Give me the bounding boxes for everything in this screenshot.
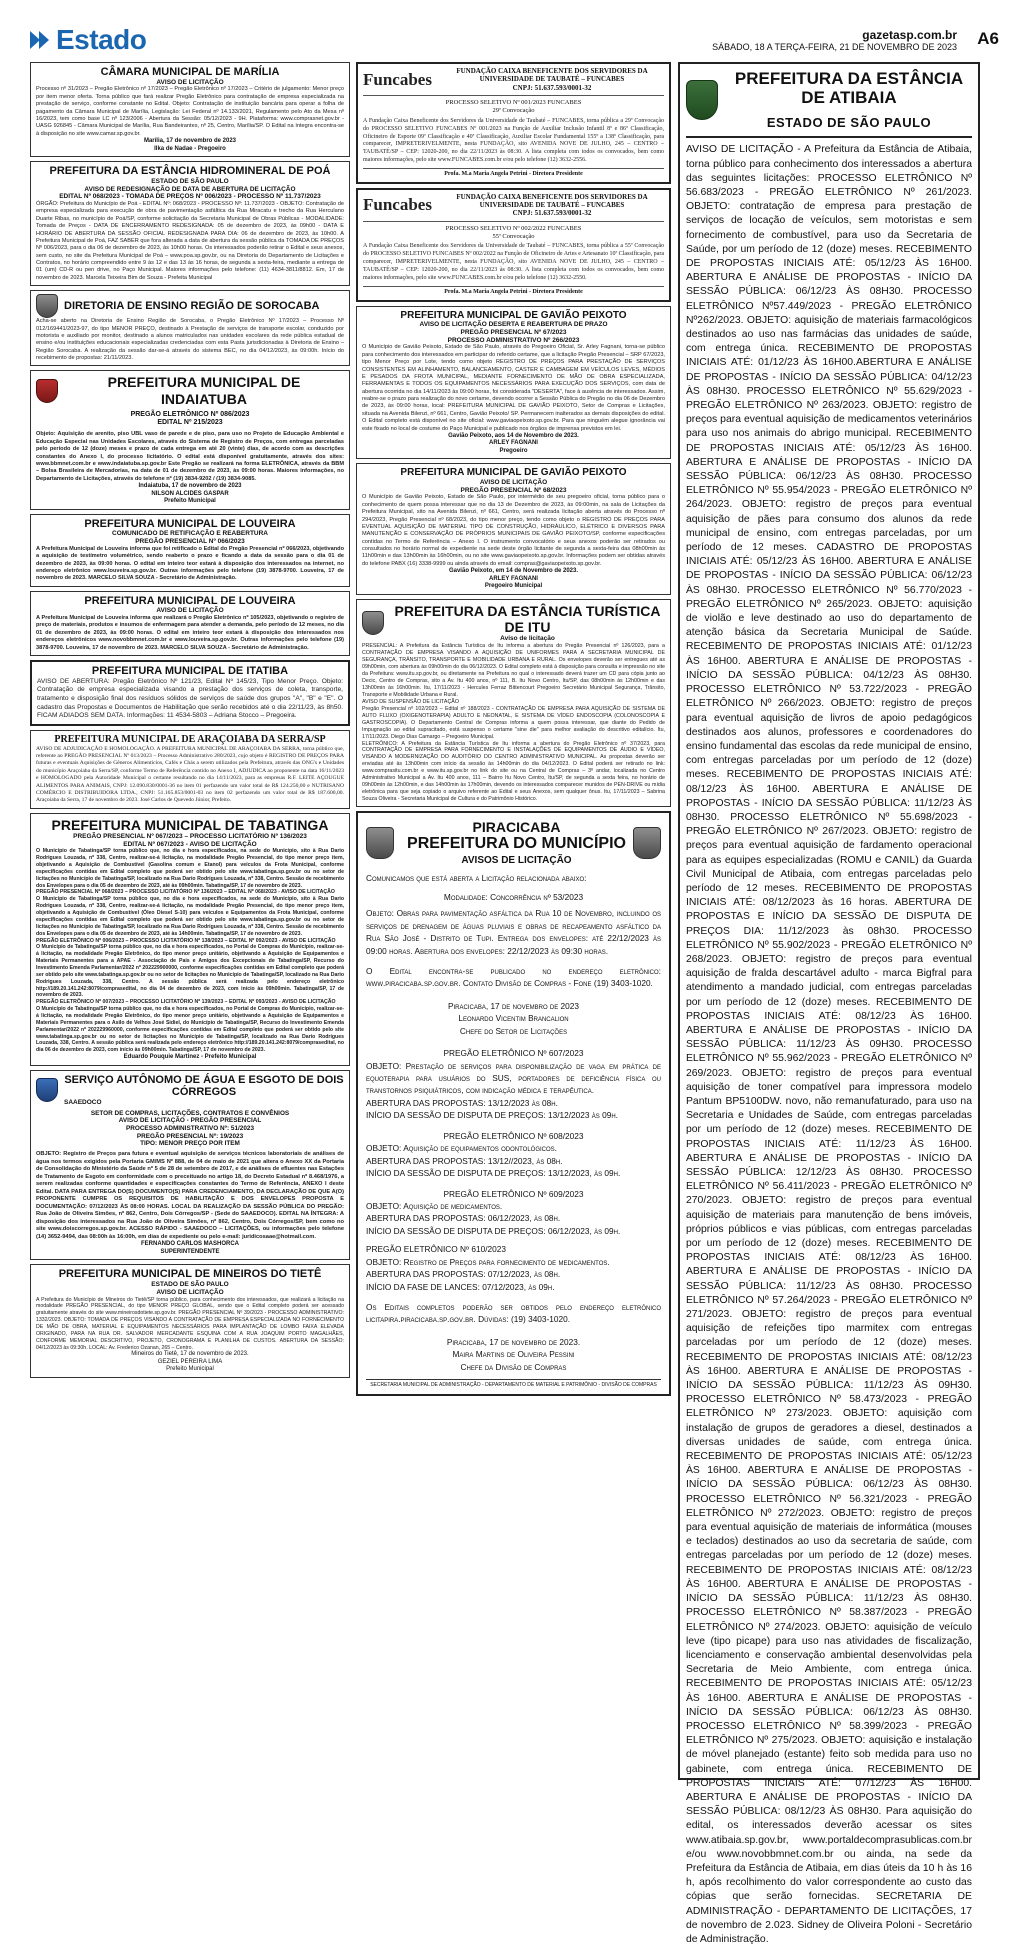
piracicaba-crest-left-icon bbox=[366, 827, 394, 859]
notice-title: PREFEITURA MUNICIPAL DE TABATINGA bbox=[51, 816, 329, 833]
notice-subtitle: PREGÃO PRESENCIAL Nº 067/2023 – PROCESSO LICITATÓRIO Nº 136/2023 EDITAL Nº 067/2023 - AVISO DE LICITAÇÃO bbox=[73, 832, 307, 848]
itu-crest-icon bbox=[362, 611, 384, 635]
notice-title: FUNDAÇÃO CAIXA BENEFICENTE DOS SERVIDORES DA UNIVERSIDADE DE TAUBATÉ – FUNCABES CNPJ: 51.637.593/0001-32 bbox=[456, 67, 648, 92]
notice-title: SERVIÇO AUTÔNOMO DE ÁGUA E ESGOTO DE DOIS CÓRREGOS bbox=[64, 1073, 344, 1099]
atibaia-state: ESTADO DE SÃO PAULO bbox=[766, 115, 932, 131]
notice-subtitle: PREGÃO ELETRÔNICO Nº 086/2023 EDITAL Nº 215/2023 bbox=[130, 410, 250, 427]
pe610-body: OBJETO: Registro de Preços para fornecimento de medicamentos. ABERTURA DAS PROPOSTAS: 07/12/2023, às 08h. INÍCIO DA FASE DE LANCES: 07/12/2023, às 09h. bbox=[366, 1256, 610, 1292]
notice-subtitle: SETOR DE COMPRAS, LICITAÇÕES, CONTRATOS E CONVÊNIOS AVISO DE LICITAÇÃO - PREGÃO PRESENCIAL PROCESSO ADMINISTRATIVO Nº: 51/2023 PREGÃO PRESENCIAL Nº: 19/2023 TIPO: MENOR PREÇO POR ITEM bbox=[90, 1109, 290, 1148]
notice-body: PRESENCIAL: A Prefeitura da Estância Turística de Itu informa a abertura do Pregão Presencial nº 126/2023, para a CONTRATAÇÃO DE EMPRESA VISANDO A AQUISIÇÃO DE UNIFORMES PARA A SECRETARIA MUNICIPAL DE SEGURANÇA, TRÂNSITO, TRANSPORTE E MOBILIDADE URBANA E RURAL. Os envelopes deverão ser entregues até as 09h00min, com abertura às 09h00min do dia 06/12/2023. O Edital completo está à disposição para consulta e impressão no site da Prefeitura: www.itu.sp.gov.br, ou diretamente na Prefeitura no qual o interessado deverá trazer um CD para cópia junto ao Decic, Centro de Compras, sito a Av. Itu 400 anos, nº 111, B. Itu Novo Centro, Itu/SP, das 08h00min às 12h00min e das 13h00min às 16h00min. Itu, 17/11/2023 - Hercules Ferraz Bittencourt Pregoeiro Secretário Municipal Segurança, Trânsito, Transporte e Mobilidade Urbana e Rural. AVISO DE SUSPENSÃO DE LICITAÇÃO Pregão Presencial nº 102/2023 – Edital nº 188/2023 - CONTRATAÇÃO DE EMPRESA PARA AQUISIÇÃO DE SISTEMA DE AUTO FLUXO (OXIGENOTERAPIA) ADULTO E NEONATAL, E SISTEMA DE VÍDEO ENDOSCOPIA (COLONOSCOPIA E GASTROSCOPIA). O Departamento Central de Compras informa a quem possa interessar, que diante do Pedido de Impugnação ao edital supracitado, está suspenso o certame "sine die" para melhor avaliação do descritivo editalício. Itu, 17/11/2023. Diego Dias Camargo – Pregoeiro Municipal. ELETRÔNICO: A Prefeitura da Estância Turística de Itu informa a abertura do Pregão Eletrônico nº 37/2023, para CONTRATAÇÃO DE EMPRESA PARA FORNECIMENTO E INSTALAÇÕES DE EQUIPAMENTOS DE ÁUDIO E VÍDEO, VISANDO A MODERNIZAÇÃO DO AUDITÓRIO DO CENTRO ADMINISTRATIVO MUNICIPAL. As propostas deverão ser enviadas até às 13h00min com início da sessão às 14h00min do dia 04/12/2023. O Edital poderá ser retirado no link: www.comprasitu.com.br e www.itu.sp.gov.br no link do site ou na Central de Compras – 3º andar, localizada no Centro Administrativo Municipal a Av. Itu 400 anos, 111 – Bairro Itu Novo Centro, Itu/SP, de segunda a sexta feira, no horário de 09h00min às 12h00min, e das 14h00min às 17h00min, devendo os interessados comparecer munidos de PEN-DRIVE ou mídia eletrônica para que seja copiado o arquivo referente ao Edital e seus Anexos, sem qualquer ônus. Itu, 17/11/2023 – Sabrina Souza Oliveira - Secretaria Municipal de Cultura e do Patrimônio Histórico. bbox=[362, 642, 665, 803]
notice-mineiros bbox=[30, 1264, 350, 1378]
notice-signature: Indaiatuba, 17 de novembro de 2023 NILSON ALCIDES GASPAR Prefeito Municipal bbox=[138, 483, 242, 505]
notice-signature: Gavião Peixoto, aos 14 de Novembro de 2023. ARLEY FAGNANI Pregoeiro bbox=[448, 432, 579, 454]
notice-tabatinga bbox=[30, 813, 350, 1066]
page-number: A6 bbox=[977, 29, 999, 48]
piracicaba-object: Objeto: Obras para pavimentação asfáltica da Rua 10 de Novembro, incluindo os serviços de drenagem de águas pluviais e obras de recapeamento asfáltico da Rua São José - Distrito de Tupi. Entrega dos envelopes: até 22/12/2023 às 09:00 horas. Abertura dos envelopes: 22/12/2023 às 09:30 horas. bbox=[366, 908, 661, 956]
notice-subtitle: ESTADO DE SÃO PAULO AVISO DE REDESIGNAÇÃO DE DATA DE ABERTURA DE LICITAÇÃO EDITAL Nº 068/2023 - TOMADA DE PREÇOS Nº 006/2023 - PROCESSO Nº 11.737/2023 bbox=[59, 177, 321, 201]
notice-title: CÂMARA MUNICIPAL DE MARÍLIA bbox=[100, 66, 280, 78]
notice-body: O Município de Gavião Peixoto, Estado de São Paulo, por intermédio de seu pregoeiro oficial, torna público para o conhecimento de quem possa interessar que no dia 13 de Dezembro de 2023, às 09:00min, na sala de Licitações da Prefeitura Municipal, sito na Avenida Bilenzi, nº 661, Centro, será realizada licitação aberta através do Processo nº 294/2023, Pregão Presencial nº 68/2023, do tipo menor preço, tendo como objeto o REGISTRO DE PREÇOS PARA EVENTUAL AQUISIÇÃO DE MATERIAL TIPO DE CONSTRUÇÃO, HIDRÁULICO, ELÉTRICO E DIVERSOS PARA MANUTENÇÃO E CONSERVAÇÃO DE PRÓPRIOS MUNICIPAIS DE GAVIÃO PEIXOTO/SP, conforme especificações contidas no Termo de Referência – Anexo I. O instrumento convocatório e seus anexos poderão ser retirados ou consultados no horário normal de expediente na sede deste órgão licitante de segunda a sexta-feira das 08h00min às 11h00min e das 13h00min às 16h00min, ou no site www.gaviaopeixoto.sp.gov.br. Informações podem ser obtidas através do telefone PABX (16) 3338-9999 ou ainda através do email: compras@gaviaopeixoto.sp.gov.br. bbox=[362, 494, 665, 567]
notice-funcabes-1 bbox=[356, 62, 671, 184]
column-2 bbox=[356, 62, 671, 1396]
notice-body: AVISO DE ABERTURA: Pregão Eletrônico Nº 121/23, Edital Nº 145/23, Tipo Menor Preço. Objeto: Contratação de empresa especializada visando a prestação dos serviços de coleta, transporte, tratamento e disposição final dos resíduos sólidos de serviços de saúde dos grupos "A", "B" e "E". O cadastro das Propostas e Documentos de Habilitação que serão recebidos até o dia 22/11/23, às 8h50. FICAM ADIADOS SEM DATA. Informações: 11 4534-5803 – Adriana Stocco – Pregoeira. bbox=[37, 677, 343, 720]
notice-subtitle: AVISO DE LICITAÇÃO bbox=[156, 78, 224, 86]
notice-signature: Marília, 17 de novembro de 2023 Ilka de Nadae - Pregoeiro bbox=[143, 138, 237, 152]
notice-title: PREFEITURA MUNICIPAL DE LOUVEIRA bbox=[84, 594, 296, 607]
notice-body: A Prefeitura Municipal de Louveira informa que realizará o Pregão Eletrônico nº 105/2023, objetivando o registro de preço de materiais, produtos e insumos de enfermagem para atender a demanda, pelo período de 12 meses, no dia 01 de dezembro de 2023, às 09:00 horas. O edital em inteiro teor estará à disposição dos interessados nos endereços eletrônicos www.novobbmnet.com.br e www.louveira.sp.gov.br. Outras informações pelo telefone (19) 3878-9700. Louveira, 17 de novembro de 2023. MARCELO SILVA SOUZA - Secretário de Administração. bbox=[36, 615, 344, 651]
notice-logo-text: SAAEDOCO bbox=[64, 1098, 102, 1106]
piracicaba-modality: Modalidade: Concorrência nº 53/2023 bbox=[443, 891, 584, 902]
notice-title: PREFEITURA MUNICIPAL DE INDAIATUBA bbox=[107, 374, 301, 407]
notice-louveira-1 bbox=[30, 514, 350, 587]
piracicaba-subtitle: AVISOS DE LICITAÇÃO bbox=[461, 855, 572, 867]
piracicaba-signature-2: Piracicaba, 17 de novembro de 2023. Maira Martins de Oliveira Pessini Chefe da Divisão de Compras bbox=[446, 1336, 581, 1372]
notice-itu bbox=[356, 599, 671, 808]
notice-subtitle: Aviso de licitação bbox=[500, 634, 555, 642]
column-3 bbox=[678, 62, 980, 1945]
notice-indaiatuba bbox=[30, 370, 350, 509]
notice-itatiba bbox=[30, 660, 350, 726]
piracicaba-signature-1: Piracicaba, 17 de novembro de 2023 Leonardo Vicentim Brancalion Chefe do Setor de Licitações bbox=[447, 1000, 580, 1036]
piracicaba-edital: O Edital encontra-se publicado no endereço eletrônico: www.piracicaba.sp.gov.br. Contato Divisão de Compras - Fone (19) 3403-1020. bbox=[366, 965, 661, 989]
pe608-body: OBJETO: Aquisição de equipamentos odontológicos. ABERTURA DAS PROPOSTAS: 13/12//2023, às 08h. INÍCIO DA SESSÃO DE DISPUTA DE PREÇOS: 13/12/2023, às 09h. bbox=[366, 1143, 621, 1179]
notice-title: PREFEITURA MUNICIPAL DE GAVIÃO PEIXOTO bbox=[400, 309, 627, 321]
notice-subtitle: PROCESSO SELETIVO Nº 001/2023 FUNCABES 29ª Convocação bbox=[445, 99, 582, 114]
notice-body: O Município de Tabatinga/SP torna público que, no dia e hora especificados, na sede do Município, sito à Rua Dario Rodrigues Louzada, nº 338, Centro, realizar-se-á licitação, na modalidade Pregão Presencial, do tipo menor preço item, objetivando a Aquisição de Combustível (Gasolina comum e Etanol) para veículos da Frota Municipal, conforme especificações contidas em Edital completo que poderá ser obtido pelo site www.tabatinga.sp.gov.br ou no setor de licitações no Município de Tabatinga/SP, localizado na Rua Dario Rodrigues Louzada, nº 338, Centro. Sessão de recebimento dos Envelopes para o dia 05 de dezembro de 2023, até às 09h00min. Tabatinga/SP, 17 de novembro de 2023. PREGÃO PRESENCIAL Nº 068/2023 – PROCESSO LICITATÓRIO Nº 136/2023 – EDITAL Nº 068/2023 - AVISO DE LICITAÇÃO O Município de Tabatinga/SP torna público que, no dia e hora especificados, na sede do Município, sito à Rua Dario Rodrigues Louzada, nº 338, Centro, realizar-se-á licitação, na modalidade Pregão Presencial, do tipo menor preço item, objetivando a Aquisição de Combustível (Óleo Diesel S-10) para veículos e Equipamentos da Frota Municipal, conforme especificações contidas em Edital completo que poderá ser obtido pelo site www.tabatinga.sp.gov.br ou no setor de licitações no Município de Tabatinga/SP, localizado na Rua Dario Rodrigues Louzada, nº 338, Centro. Sessão de recebimento dos Envelopes para o dia 05 de dezembro de 2023, até às 14h00min. Tabatinga/SP, 17 de novembro de 2023. PREGÃO ELETRÔNICO Nº 006/2023 – PROCESSO LICITATÓRIO Nº 138/2023 – EDITAL Nº 092/2023 - AVISO DE LICITAÇÃO O Município de Tabatinga/SP torna público que, no dia e hora especificados, no Portal de Compras do Município, realizar-se-á licitação, na modalidade Pregão Eletrônico, do tipo menor preço unitário, objetivando a Aquisição de Equipamentos e Materiais Permanentes para a APAE - Associação de Pais e Amigos dos Excepcionais de Tabatinga/SP, Recurso do Investimento Emenda Parlamentar/2022 nº 202229900000, conforme especificações contidas em Edital completo que poderá ser obtido pelo site www.tabatinga.sp.gov.br ou no setor de licitações no Município de Tabatinga/SP, localizado na Rua Dario Rodrigues Louzada, 338, Centro. A sessão pública será realizada pelo endereço eletrônico http://189.20.141.242:8079/comprasedital, no dia 04 de dezembro de 2023, com início às 09h00min. Tabatinga/SP, 17 de novembro de 2023. PREGÃO ELETRÔNICO Nº 007/2023 – PROCESSO LICITATÓRIO Nº 139/2023 – EDITAL Nº 093/2023 - AVISO DE LICITAÇÃO O Município de Tabatinga/SP torna público que, no dia e hora especificados, no Portal de Compras do Município, realizar-se-á licitação, na modalidade Pregão Eletrônico, do tipo menor preço unitário, objetivando a Aquisição de Equipamentos e Materiais Permanentes para o Asilo de Velhos José Sidiel, do Município de Tabatinga/SP, Recurso do Investimento Emenda Parlamentar/2022 nº 202229960000, conforme especificações contidas em Edital completo que poderá ser obtido pelo site www.tabatinga.sp.gov.br ou no setor de licitações no Município de Tabatinga/SP, localizado na Rua Dario Rodrigues Louzada, 338, Centro. A sessão pública será realizada pelo endereço eletrônico http://189.20.141.242:8079/comprasedital, no dia 06 de dezembro de 2023, com início às 09h00min. Tabatinga/SP, 17 de novembro de 2023. bbox=[36, 848, 344, 1054]
notice-aracoiaba bbox=[30, 730, 350, 809]
notice-marilia bbox=[30, 62, 350, 157]
notice-subtitle: PROCESSO SELETIVO Nº 002/2022 FUNCABES 55ª Convocação bbox=[445, 224, 582, 240]
notice-body: A Prefeitura do Município de Mineiros do Tietê/SP torna público, para conhecimento dos interessados, que realizará a licitação na modalidade PREGÃO PRESENCIAL, do tipo MENOR PREÇO GLOBAL, sendo que o Edital completo poderá ser acessado gratuitamente através do site www.mineirosdotiete.sp.gov.br. PREGÃO PRESENCIAL Nº 39/2023 - PROCESSO ADMINISTRATIVO: 1332/2023. OBJETO: TOMADA DE PREÇOS VISANDO A CONTRATAÇÃO DE EMPRESA ESPECIALIZADA NO FORNECIMENTO DE MÃO DE OBRA, MATERIAL E EQUIPAMENTOS NECESSÁRIOS PARA IMPLANTAÇÃO DE LOMBO FAIXA ELEVADA ORIGINADO, PARA NA RUA DR. SALVADOR MERCADANTE ESQUINA COM A RUA JOAQUIM PORTO MAGALHÃES, CONFORME MEMORIAL DESCRITIVO, PROJETO, CRONOGRAMA E PLANILHA DE CUSTOS. ABERTURA DA SESSÃO: 04/12/2023 às 09:30h. LOCAL: Av. Frederico Ozanan, 265 – Centro. bbox=[36, 1296, 344, 1351]
piracicaba-editais: Os Editais completos poderão ser obtidos pelo endereço eletrônico licitapira.piracicaba.sp.gov.br. Dúvidas: (19) 3403-1020. bbox=[366, 1302, 661, 1325]
funcabes-logo: Funcabes bbox=[363, 195, 432, 215]
piracicaba-footer: SECRETARIA MUNICIPAL DE ADMINISTRAÇÃO - DEPARTAMENTO DE MATERIAL E PATRIMÔNIO - DIVISÃO DE COMPRAS bbox=[366, 1379, 661, 1388]
notice-body: Acha-se aberto na Diretoria de Ensino Região de Sorocaba, o Pregão Eletrônico Nº 17/2023 – Processo Nº 012/169441/2023-97, do tipo MENOR PREÇO, destinado à Prestação de serviços de transporte escolar, conduzido por motorista e auxiliado por monitor, destinado a alunos matriculados nas unidades escolares da rede pública estadual de ensino e/ou instituições educacionais especializadas credenciadas com esta Pasta jurisdicionadas à Diretoria de Ensino – Região Sorocaba. A realização da sessão dar-se-á através do sistema BEC, no dia 04/12/2023, às 09:00h. Início do recebimento de propostas: 21/11/2023. bbox=[36, 318, 344, 362]
notice-saaedoco bbox=[30, 1070, 350, 1261]
sp-state-crest-icon bbox=[36, 294, 58, 318]
notice-body: A Fundação Caixa Beneficente dos Servidores da Universidade de Taubaté – FUNCABES, torna pública a 55ª Convocação do PROCESSO SELETIVO FUNCABES Nº 002/2022 na Função de Oficineiro de Artes e Artesanato 10ª Classificação, para comparecer, IMPRETERIVELMENTE, nesta FUNDAÇÃO, sito AVENIDA NOVE DE JULHO, 245 – CENTRO – TAUBATÉ/SP – CEP: 12020-200, no dia 22/11/2023 às 08:30. A lista completa com todos os convocados, bem como maiores informações, pelo site www.FUNCABES.com.br e/ou pelo telefone (12) 3632-2550. bbox=[363, 243, 664, 282]
notice-signature: Profa. M.a Maria Angela Petrini - Diretora Presidente bbox=[363, 286, 664, 297]
column-1 bbox=[30, 62, 350, 1382]
notice-title: PREFEITURA MUNICIPAL DE LOUVEIRA bbox=[84, 517, 296, 530]
notice-title: PREFEITURA MUNICIPAL DE MINEIROS DO TIETÊ bbox=[58, 1268, 322, 1281]
notice-atibaia bbox=[678, 62, 980, 1945]
notice-title: PREFEITURA DA ESTÂNCIA HIDROMINERAL DE POÁ bbox=[49, 165, 331, 178]
notice-title: PREFEITURA MUNICIPAL DE ITATIBA bbox=[91, 664, 289, 677]
notice-signature: Eduardo Pouquie Martinez - Prefeito Municipal bbox=[123, 1054, 257, 1061]
piracicaba-title: PREFEITURA DO MUNICÍPIO bbox=[407, 835, 626, 853]
notice-signature: Profa. M.a Maria Angela Petrini - Diretora Presidente bbox=[363, 168, 664, 179]
notice-subtitle: COMUNICADO DE RETIFICAÇÃO E REABERTURA PREGÃO PRESENCIAL Nº 066/2023 bbox=[112, 530, 268, 545]
notice-piracicaba bbox=[356, 811, 671, 1396]
atibaia-title: PREFEITURA DA ESTÂNCIA DE ATIBAIA bbox=[734, 69, 964, 107]
notice-sorocaba bbox=[30, 290, 350, 366]
notice-body: A Prefeitura Municipal de Louveira informa que foi retificado o Edital do Pregão Presencial nº 066/2023, objetivando a aquisição de testímetro volumétrico, sendo reaberto o prazo e ficando a data da sessão para o dia 01 de dezembro de 2023, às 09:00 horas. O edital em inteiro teor estará à disposição dos interessados na internet, no endereço eletrônico www.louveira.sp.gov.br. Outras informações pelo telefone (19) 3878-9700. Louveira, 17 de novembro de 2023. MARCELO SILVA SOUZA - Secretário de Administração. bbox=[36, 545, 344, 582]
notice-louveira-2 bbox=[30, 591, 350, 656]
notice-signature: Gavião Peixoto, em 14 de Novembro de 2023. ARLEY FAGNANI Pregoeiro Municipal bbox=[448, 568, 579, 590]
notice-body: O Município de Gavião Peixoto, Estado de São Paulo, através do Pregoeiro Oficial, Sr. Arley Fagnani, torna-se público para conhecimento dos interessados em participar do referido certame, que a licitação Pregão Presencial – SRP 67/2023, tipo Menor Preço por Lote, tendo como objeto REGISTRO DE PREÇOS PARA PRESTAÇÃO DE SERVIÇOS CONSISTENTES EM ALINHAMENTO, BALANCEAMENTO, CASTER E CAMBAGEM EM VEÍCULOS LEVES, MÉDIOS E PESADOS DA FROTA MUNICIPAL, MEDIANTE FORNECIMENTO DE MÃO DE OBRA ESPECIALIZADA, FERRAMENTAS E TODOS OS EQUIPAMENTOS NECESSÁRIOS PARA EXECUÇÃO DOS SERVIÇOS, com data de abertura ocorrida no dia 14/11/2023 às 09:00 horas, foi considerada "DESERTA", face à ausência de interessados. Assim, reabre-se o prazo para realização do novo certame, devendo ocorrer a Sessão Pública do Pregão no dia 06 de Dezembro de 2023, às 09:00 horas, local: PREFEITURA MUNICIPAL DE GAVIÃO PEIXOTO, Setor de Compras e Licitações, situada na Avenida Bilenzi, nº 661, Centro, Gavião Peixoto/ SP. Permanecem inalterados as demais disposições do edital. O Edital completo está disponível no site oficial: www.gaviaopeixoto.sp.gov.br. Para que ninguém alegue ignorância vai este fixado no local de costume do Paço Municipal e publicado nos órgãos de imprensa previstos em lei. bbox=[362, 344, 665, 432]
notice-body: Processo nº 31/2023 – Pregão Eletrônico nº 17/2023 – Pregão Eletrônico nº 17/2023 – Critério de julgamento: Menor preço por item menor oferta. Torna público que fará realizar Pregão Eletrônico para contratação de empresa especializada na prestação de serviço, conforme constante no Edital. Objeto: Contratação de instituição bancária para operar a folha de pagamento da Câmara Municipal de Marília, Legislação: Lei Federal nº 14.133/2021, Regulamento pelo Ato da Mesa nº 16/2023, tem como base LC nº 123/2006 - Abertura da Sessão: 05/12/2023 - 9H. Plataforma: www.comprasnet.gov.br - UASG 926845 - Câmara Municipal de Marília, Rua Bandeirantes, nº 25, Centro, Marília/SP. O Edital na íntegra encontra-se à disposição no site www.camar.sp.gov.br. bbox=[36, 86, 344, 137]
notice-subtitle: ESTADO DE SÃO PAULO AVISO DE LICITAÇÃO bbox=[151, 1280, 229, 1296]
saaedoco-logo-icon bbox=[36, 1078, 58, 1102]
piracicaba-intro: Comunicamos que está aberta a Licitação relacionada abaixo: bbox=[366, 873, 587, 884]
notice-gaviao-2 bbox=[356, 463, 671, 594]
notice-body: Objeto: Aquisição de arenito, piso UBL vaso de parede e de piso, para uso no Projeto de Educação Ambiental e Educação Especial nas Unidades Escolares, através do Sistema de Registro de Preços, com entregas parceladas pelo período de 12 (doze) meses e prazo de cada entrega em até 20 (vinte) dias, de acordo com as descrições constantes do Anexo I, do processo licitatório. O edital está disponível gratuitamente, através dos sites: www.bbmnet.com.br e www.indaiatuba.sp.gov.br Este Pregão se realizará na forma ELETRÔNICA, através da BBM – Bolsa Brasileira de Mercadorias, na data de 01 de dezembro de 2023, às 09:00 horas. Maiores informações, no Departamento de Licitações, através do telefone nº (19) 3834-9202 / (19) 3834-9085. bbox=[36, 431, 344, 482]
notice-signature: FERNANDO CARLOS MASHORCA SUPERINTENDENTE bbox=[141, 1241, 239, 1255]
notice-body: A Fundação Caixa Beneficente dos Servidores da Universidade de Taubaté – FUNCABES, torna pública a 29ª Convocação do PROCESSO SELETIVO FUNCABES Nº 001/2023 na Função de Auxiliar Inclusão Infantil 8º e 86º Classificação, Oficineiro de Esporte 09ª Classificação e 40ª Classificação, Auxiliar Escolar Fundamental 155º a 138º Classificação, para comparecer, IMPRETERIVELMENTE, nesta FUNDAÇÃO, sito AVENIDA NOVE DE JULHO, 245 – CENTRO – TAUBATÉ/SP – CEP: 12020-200, no dia 22/11/2023 às 08:30. A lista completa com todos os convocados, bem como maiores informações, pelo site www.FUNCABES.com.br e/ou pelo telefone (12) 3632-2556. bbox=[363, 117, 664, 164]
notice-poa bbox=[30, 161, 350, 286]
indaiatuba-crest-icon bbox=[36, 379, 58, 403]
piracicaba-city: PIRACICABA bbox=[472, 819, 561, 836]
atibaia-body: AVISO DE LICITAÇÃO - A Prefeitura da Estância de Atibaia, torna público para conhecimento dos interessados a abertura das seguintes licitações: PROCESSO ELETRÔNICO Nº 56.683/2023 - PREGÃO ELETRÔNICO Nº 261/2023. OBJETO: contratação de empresa para prestação de serviços de locação de veículos, sem motoristas e sem fornecimento de combustível, para uso da Secretaria de Saúde, por um período de 12 (doze) meses. RECEBIMENTO DE PROPOSTAS INICIAIS ATÉ: 05/12/23 ÀS 16H00. ABERTURA E ANÁLISE DE PROPOSTAS - INÍCIO DA SESSÃO PÚBLICA: 06/12/23 ÀS 08H30. PROCESSO ELETRÔNICO Nº57.449/2023 - PREGÃO ELETRÔNICO Nº262/2023. OBJETO: aquisição de materiais farmacológicos destinados ao uso nas farmácias das unidades de saúde, com entrega única. RECEBIMENTO DE PROPOSTAS INICIAIS ATÉ: 01/12/23 ÀS 16H00.ABERTURA E ANÁLISE DE PROPOSTAS - INÍCIO DA SESSÃO PÚBLICA: 04/12/23 ÀS 08H30. PROCESSO ELETRÔNICO Nº 55.629/2023 - PREGÃO ELETRÔNICO Nº 263/2023. OBJETO: registro de preços para eventual aquisição de medicamentos veterinários para uso nos animais do abrigo municipal. RECEBIMENTO DE PROPOSTAS INICIAIS ATÉ: 05/12/23 ÀS 16H00. ABERTURA E ANÁLISE DE PROPOSTAS - INÍCIO DA SESSÃO PÚBLICA: 06/12/23 ÀS 08H30. PROCESSO ELETRÔNICO Nº 55.954/2023 - PREGÃO ELETRÔNICO Nº 264/2023. OBJETO: registro de preços para eventual aquisição de pães para consumo dos alunos da rede municipal de ensino, com entregas parceladas, por um período de 12 meses. CADASTRO DE PROPOSTAS INICIAIS ATÉ: 05/12/23 ÀS 16H00. ABERTURA E ANÁLISE DE PROPOSTAS - INÍCIO DA SESSÃO PÚBLICA: 06/12/23 ÀS 08H30. PROCESSO ELETRÔNICO Nº 56.770/2023 - PREGÃO ELETRÔNICO Nº 265/2023. OBJETO: aquisição de violão e leve destinado ao uso do departamento de atenção básica da Secretaria Municipal de Saúde. RECEBIMENTO DE PROPOSTAS INICIAIS ATÉ: 01/12/23 ÀS 16H00. ABERTURA E ANÁLISE DE PROPOSTAS - INÍCIO DA SESSÃO PÚBLICA: 04/12/23 ÀS 08H30. PROCESSO ELETRÔNICO Nº 53.722/2023 - PREGÃO ELETRÔNICO Nº 266/2023. OBJETO: registro de preços para eventual aquisição de livros de apoio pedagógicos destinados aos alunos, professores e coordenadores do ensino fundamental das escolas da rede municipal de ensino, com entregas parceladas por um período de 12 (doze) meses. RECEBIMENTO DE PROPOSTAS INICIAIS ATÉ: 08/12/23 ÀS 16H00. ABERTURA E ANÁLISE DE PROPOSTAS - INÍCIO DA SESSÃO PÚBLICA: 11/12/23 ÀS 08H30. PROCESSO ELETRÔNICO Nº 55.698/2023 - PREGÃO ELETRÔNICO Nº 267/2023. OBJETO: registro de preços para eventual aquisição de fardamento operacional para as equipes especializadas (ROMU e CANIL) da Guarda Civil Municipal de Atibaia, com entregas parceladas pelo período de 12 meses. RECEBIMENTO DE PROPOSTAS INICIAIS ATÉ: 08/12/2023 às 16 horas. ABERTURA DE PROPOSTAS E INÍCIO DA SESSÃO DE DISPUTA DE PREÇOS DIA: 11/12/2023 às 08h30. PROCESSO ELETRÔNICO Nº 55.902/2023 - PREGÃO ELETRÔNICO Nº 268/2023. OBJETO: registro de preços para eventual aquisição de fralda descartável adulto - marca Bigfral para atendimento a mandado judicial, com entregas parceladas por um período de 12 (doze) meses. RECEBIMENTO DE PROPOSTAS INICIAIS ATÉ: 08/12/23 ÀS 16H00. ABERTURA E ANÁLISE DE PROPOSTAS - INÍCIO DA SESSÃO PÚBLICA: 11/12/23 ÀS 09H30. PROCESSO ELETRÔNICO Nº 55.962/2023 - PREGÃO ELETRÔNICO Nº 269/2023. OBJETO: registro de preços para eventual aquisição de toner compatível para impressora modelo Pantum BP5100DW. novo, não remanufaturado, para uso na Secretaria e Unidades de Saúde, com entregas parceladas por um período de 12 (doze) meses. RECEBIMENTO DE PROPOSTAS INICIAIS ATÉ: 11/12/23 ÀS 16H00. ABERTURA E ANÁLISE DE PROPOSTAS - INÍCIO DA SESSÃO PÚBLICA: 12/12/23 ÀS 08H30. PROCESSO ELETRÔNICO Nº 56.411/2023 - PREGÃO ELETRÔNICO Nº 270/2023. OBJETO: registro de preços para eventual aquisição de materiais para manutenção de bens imóveis, próprios públicos e vias públicas, com entregas parceladas por um período de 12 (doze) meses. RECEBIMENTO DE PROPOSTAS INICIAIS ATÉ: 08/12/23 ÀS 16H00. ABERTURA E ANÁLISE DE PROPOSTAS - INÍCIO DA SESSÃO PÚBLICA: 11/12/23 ÀS 08H30. PROCESSO ELETRÔNICO Nº 57.264/2023 - PREGÃO ELETRÔNICO Nº 271/2023. OBJETO: registro de preços para eventual aquisição de refeições tipo marmitex com entregas parceladas por um período de 12 (doze) meses. RECEBIMENTO DE PROPOSTAS INICIAIS ATÉ: 08/12/23 ÀS 16H00. ABERTURA E ANÁLISE DE PROPOSTAS - INÍCIO DA SESSÃO PÚBLICA: 11/12/23 ÀS 09H30. PROCESSO ELETRÔNICO Nº 58.473/2023 - PREGÃO ELETRÔNICO Nº 273/2023. OBJETO: aquisição com instalação de grupos de geradores a diesel, destinados a diversas unidades de saúde, com entrega única. RECEBIMENTO DE PROPOSTAS INICIAIS ATÉ: 05/12/23 ÀS 16H00. ABERTURA E ANÁLISE DE PROPOSTAS - INÍCIO DA SESSÃO PÚBLICA: 06/12/23 ÀS 08H30. PROCESSO ELETRÔNICO Nº 56.321/2023 - PREGÃO ELETRÔNICO Nº 272/2023. OBJETO: registro de preços para eventual aquisição de materiais de informática (mouses e teclados) destinados ao uso da secretaria de saúde, com entregas parceladas por um período de 12 (doze) meses. RECEBIMENTO DE PROPOSTAS INICIAIS ATÉ: 08/12/23 ÀS 16H00. ABERTURA E ANÁLISE DE PROPOSTAS - INÍCIO DA SESSÃO PÚBLICA: 11/12/23 ÀS 08H30. PROCESSO ELETRÔNICO Nº 58.387/2023 - PREGÃO ELETRÔNICO Nº 274/2023. OBJETO: aquisição de veículo leve (tipo picape) para uso nas atividades de fiscalização, licenciamento e conservação ambiental desenvolvidas pela Secretaria de Meio Ambiente, com entrega única. RECEBIMENTO DE PROPOSTAS INICIAIS ATÉ: 05/12/23 ÀS 16H00. ABERTURA E ANÁLISE DE PROPOSTAS - INÍCIO DA SESSÃO PÚBLICA: 06/12/23 ÀS 08H30. PROCESSO ELETRÔNICO Nº 58.399/2023 - PREGÃO ELETRÔNICO Nº 275/2023. OBJETO: aquisição e instalação de móvel planejado (estante) feito sob medida para uso no gabinete, com entrega única. RECEBIMENTO DE PROPOSTAS INICIAIS ATÉ: 07/12/23 ÀS 16H00. ABERTURA E ANÁLISE DE PROPOSTAS - INÍCIO DA SESSÃO PÚBLICA: 08/12/23 ÀS 08H30. Para aquisição do edital, os interessados deverão acessar os sites www.atibaia.sp.gov.br, www.portaldecomprasublicas.com.br e/ou www.novobbmnet.com.br ou ainda, na sede da Prefeitura da Estância de Atibaia, em dias úteis da 10 h às 16 h, após recolhimento do valor correspondente ao custo das cópias que serão fornecidas. SECRETARIA DE ADMINISTRAÇÃO - DEPARTAMENTO DE LICITAÇÕES, 17 de novembro de 2.023. Sidney de Oliveira Poloni - Secretário de Administração. bbox=[686, 144, 972, 1945]
brand-name: Estado bbox=[56, 24, 147, 55]
pe610-title: PREGÃO ELETRÔNICO Nº 610/2023 bbox=[366, 1244, 506, 1255]
notice-title: FUNDAÇÃO CAIXA BENEFICENTE DOS SERVIDORES DA UNIVERSIDADE DE TAUBATÉ – FUNCABES CNPJ: 51.637.593/0001-32 bbox=[456, 192, 648, 218]
brand-logo bbox=[30, 26, 146, 54]
pe607-body: OBJETO: Prestação de serviços para disponibilização de vaga em prática de equoterapia para usuários do SUS, portadores de deficiência física ou transtornos psiquiátricos, com indicação médica e terapêutica. ABERTURA DAS PROPOSTAS: 13/12/2023 às 08h. INÍCIO DA SESSÃO DE DISPUTA DE PREÇOS: 13/12/2023 às 09h. bbox=[366, 1060, 661, 1121]
notice-subtitle: AVISO DE LICITAÇÃO DESERTA E REABERTURA DE PRAZO PREGÃO PRESENCIAL Nº 67/2023 PROCESSO ADMINISTRATIVO Nº 266/2023 bbox=[419, 321, 608, 344]
notice-title: PREFEITURA DA ESTÂNCIA TURÍSTICA DE ITU bbox=[394, 602, 661, 635]
notice-funcabes-2 bbox=[356, 188, 671, 302]
notice-body: ÓRGÃO: Prefeitura do Município de Poá - EDITAL Nº: 068/2023 - PROCESSO Nº: 11.737/2023 - OBJETO: Contratação de empresa especializada para execução de obra de pavimentação asfáltica da Rua Miracatu e trecho da Rua Herculano Duarte Ribas, no município de Poá/SP, conforme solicitação da Secretaria Municipal de Obras Públicas - MODALIDADE: Tomada de Preços - DATA DE ENCERRAMENTO REDESIGNADA: 05 de dezembro de 2023, às 09h00 - DATA E HORÁRIO DE ABERTURA DA SESSÃO OFICIAL REDESIGNADA PARA DIA: 06 de dezembro de 2023, às 10h00. A Prefeitura Municipal de Poá, FAZ SABER que fora alterada a data de abertura da sessão pública da TOMADA DE PREÇOS Nº 006/2023, para o dia 06 de dezembro de 2023, às 10h00 horas. Os interessados poderão retirar o Edital e seus anexos, sem custo, no site da Prefeitura Municipal de Poá – www.poa.sp.gov.br, ou na Diretoria do Departamento de Licitações e Contratos, no horário compreendido entre 9 às 12 e das 13 às 16 horas, de segunda a sexta-feira, mediante a entrega de 01 (um) CD-R ou pen drive, no Paço Municipal. Maiores informações pelo telefone: (11) 4634-3811/8812. Em, 17 de novembro de 2023. Marcela Teixeira Bim de Souza - Prefeita Municipal bbox=[36, 201, 344, 281]
pe608-title: PREGÃO ELETRÔNICO Nº 608/2023 bbox=[443, 1130, 584, 1141]
notice-signature: Mineiros do Tietê, 17 de novembro de 2023. GEZIEL PEREIRA LIMA Prefeito Municipal bbox=[131, 1351, 249, 1373]
notice-body: AVISO DE ADJUDICAÇÃO E HOMOLOGAÇÃO. A PREFEITURA MUNICIPAL DE ARAÇOIABA DA SERRA, torna público que, referente ao PREGÃO PRESENCIAL Nº 013/2023 – Processo Administrativo 280/2023, cujo objeto é REGISTRO DE PREÇOS PARA futuras e eventuais Aquisições de Gêneros Alimentícios, Cafés e Chás a serem utilizados pela Prefeitura, através das ONG's e Unidades do município Araçoiaba da Serra/SP, conforme Termo de Referência contido no Anexo I, ADJUDICA ao proponente na data 16/11/2023 e HOMOLOGADO pela Autoridade Municipal o certame resultando no dia 14/11/2023, para as empresas R.F. LEITE AÇOUGUE ALIMENTOS PARA ANIMAIS, CNPJ: 12.090.830/0001-36 no item 01 perfazendo um valor total de R$ 124.250,00 e NUTRISANO COMÉRCIO E DISTRIBUIDORA LTDA., CNPJ: 51.165.853/0001-03 no item 02 perfazendo um valor total de R$ 187.600,00. Araçoiaba da Serra, 17 de novembro de 2023. José Carlos de Quevedo Júnior, Prefeito. bbox=[36, 745, 344, 804]
notice-subtitle: AVISO DE LICITAÇÃO PREGÃO PRESENCIAL Nº 68/2023 bbox=[460, 478, 567, 494]
atibaia-crest-icon bbox=[686, 80, 718, 120]
piracicaba-crest-right-icon bbox=[633, 827, 661, 859]
masthead bbox=[0, 0, 1011, 58]
pe609-body: OBJETO: Aquisição de medicamentos. ABERTURA DAS PROPOSTAS: 06/12/2023, às 08h. INÍCIO DA SESSÃO DE DISPUTA DE PREÇOS: 06/12/2023, às 09h. bbox=[366, 1200, 621, 1236]
notice-subtitle: AVISO DE LICITAÇÃO bbox=[156, 607, 224, 615]
site-url: gazetasp.com.br bbox=[862, 28, 957, 42]
notice-body: OBJETO: Registro de Preços para futura e eventual aquisição de serviços técnicos laboratoriais de análises de água nos termos exigidos pela Portaria GM/MS Nº 888, de 04 de maio de 2021 que altera o Anexo XX da Portaria de Consolidação do Ministério da Saúde nº 5 de 28 de setembro de 2017, e de análises de efluentes nas Estações de Tratamento de Esgoto em conformidade com o preceituado no artigo 18, do Decreto Estadual nº 8.468/1976, a serem realizadas conforme quantidades e especificações constantes do Termo de Referência, ANEXO I deste Edital. DATA PARA ENTREGA DO(S) DOCUMENTO(S) PARA CREDENCIAMENTO, DA DECLARAÇÃO DE QUE A(O) PROPONENTE CUMPRE OS REQUISITOS DE HABILITAÇÃO E DOS ENVELOPES PROPOSTA E DOCUMENTAÇÃO: 07/12/2023 ÀS 08:00 HORAS. LOCAL DA REALIZAÇÃO DA SESSÃO PÚBLICA DO PREGÃO: Rua João de Oliveira Simões, nº 862, Centro, Dois Córregos/SP - (Sede do SAAEDOCO). EDITAL NA ÍNTEGRA: A disposição dos interessados na Rua João de Oliveira Simões, nº 862, Centro, Dois Córregos/SP, bem como no site www.doiscorregos.sp.gov.br. ACESSO RÁPIDO - SAAEDOCO – LICITAÇÕES, ou informações pelo telefone (14) 3652-9494, das 08:00h às 16:00h, em dias de expediente ou pelo e-mail: juridicosaae@hotmail.com. bbox=[36, 1151, 344, 1240]
notice-title: PREFEITURA MUNICIPAL DE ARAÇOIABA DA SERRA/SP bbox=[54, 734, 326, 746]
pe609-title: PREGÃO ELETRÔNICO Nº 609/2023 bbox=[443, 1188, 584, 1199]
notice-title: PREFEITURA MUNICIPAL DE GAVIÃO PEIXOTO bbox=[400, 467, 627, 479]
edition-date: SÁBADO, 18 A TERÇA-FEIRA, 21 DE NOVEMBRO DE 2023 bbox=[712, 42, 957, 52]
pe607-title: PREGÃO ELETRÔNICO Nº 607/2023 bbox=[443, 1048, 584, 1059]
notice-title: DIRETORIA DE ENSINO REGIÃO DE SOROCABA bbox=[64, 299, 320, 312]
chevron-logo-icon bbox=[30, 27, 54, 53]
notice-gaviao-1 bbox=[356, 306, 671, 460]
funcabes-logo: Funcabes bbox=[363, 69, 432, 89]
